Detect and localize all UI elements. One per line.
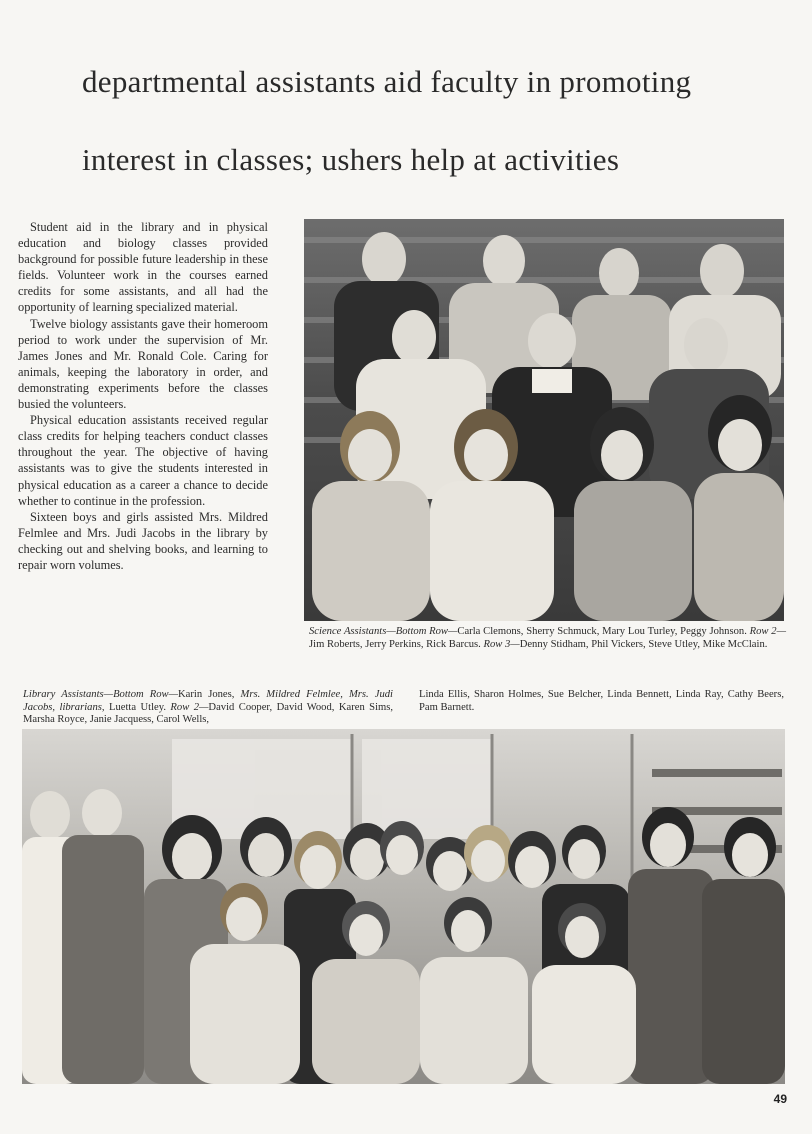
caption-row-label: Row 2— [170,701,209,713]
caption-text: Luetta Utley. [104,701,171,713]
caption-lead: Science Assistants—Bottom Row— [309,626,458,637]
science-assistants-photo [304,219,784,621]
headline-line-2: interest in classes; ushers help at activities [82,142,620,177]
body-text [18,219,268,573]
caption-row-label: Row 2— [749,626,786,637]
body-paragraph: Twelve biology assistants gave their homeroom period to work under the supervision of Mr. James Jones and Mr. Ronald Cole. Caring for animals, keeping the laboratory in order, and demonstrating experiments before the classes busied the volunteers. [18,316,268,412]
library-assistants-caption-continued: Linda Ellis, Sharon Holmes, Sue Belcher, Linda Bennett, Linda Ray, Cathy Beers, Pam Barnett. [419,689,784,713]
caption-text: Carla Clemons, Sherry Schmuck, Mary Lou Turley, Peggy Johnson. [457,626,750,637]
library-assistants-caption [23,689,393,727]
caption-lead: Library Assistants—Bottom Row— [23,689,179,700]
headline-line-1: departmental assistants aid faculty in promoting [82,64,692,99]
library-assistants-photo [22,729,785,1084]
body-paragraph: Student aid in the library and in physical education and biology classes provided background for possible future leadership in these fields. Volunteer work in the courses earned credits for some assistants, and all had the opportunity of learning specialized material. [18,220,268,315]
caption-text: Jim Roberts, Jerry Perkins, Rick Barcus. [309,638,484,650]
body-paragraph: Physical education assistants received regular class credits for helping teachers conduct classes throughout the year. The objective of having assistants was to give the students interested in physical education as a career a chance to decide whether to continue in the profession. [18,413,268,508]
page-number: 49 [773,1092,787,1106]
caption-librarians: Mrs. Mildred Felmlee, Mrs. Judi Jacobs, librarians, [23,689,393,713]
caption-text: Karin Jones, [178,689,241,700]
caption-text: David Cooper, David Wood, Karen Sims, Marsha Royce, Janie Jacquess, Carol Wells, [23,701,394,726]
caption-text: Denny Stidham, Phil Vickers, Steve Utley, Mike McClain. [519,638,768,650]
caption-row-label: Row 3— [483,638,520,650]
body-paragraph: Sixteen boys and girls assisted Mrs. Mildred Felmlee and Mrs. Judi Jacobs in the library by checking out and shelving books, and learning to repair worn volumes. [18,509,268,572]
science-assistants-caption [309,626,786,651]
